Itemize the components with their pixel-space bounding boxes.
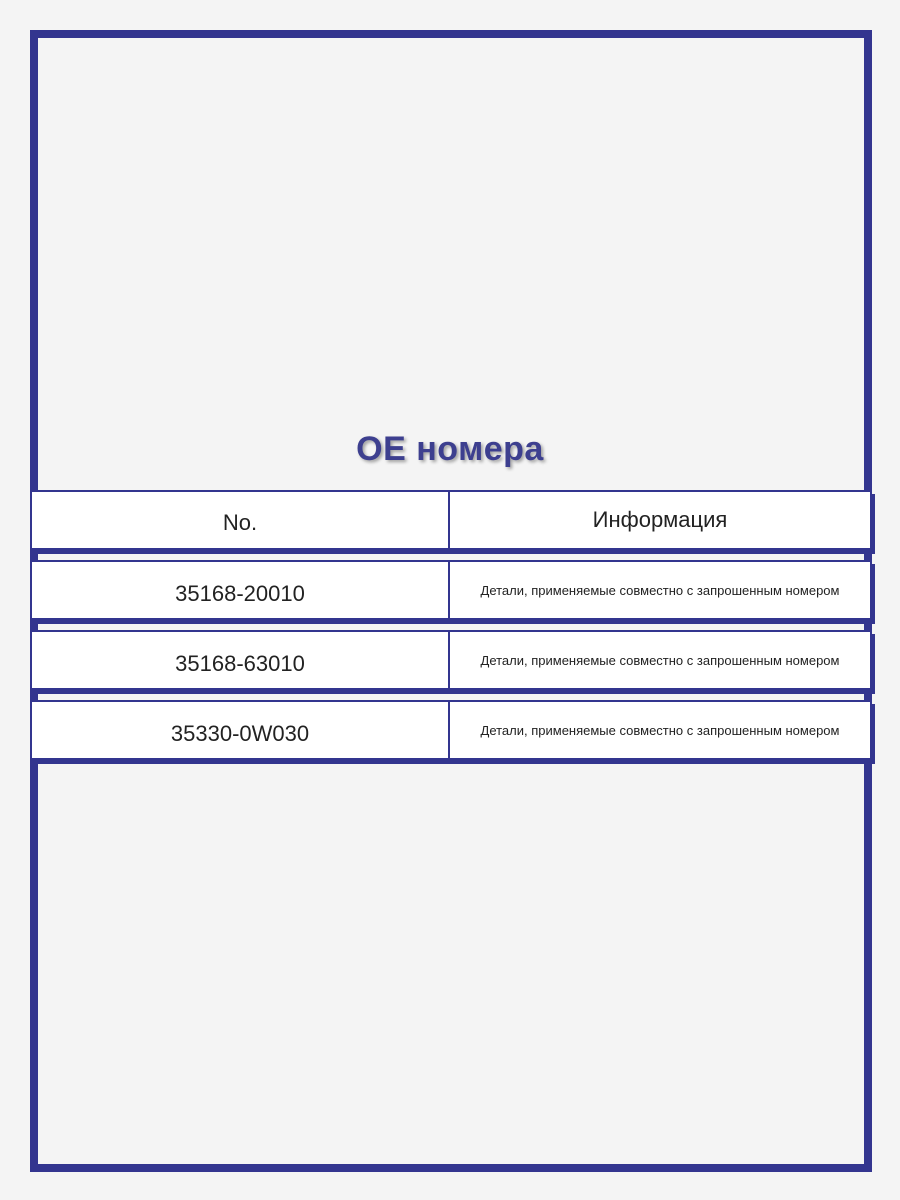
info-cell: Детали, применяемые совместно с запрошенным номером [450, 630, 872, 690]
column-header-no: No. [30, 490, 450, 550]
oe-numbers-table [30, 490, 872, 770]
part-number-cell: 35168-63010 [30, 630, 450, 690]
info-cell: Детали, применяемые совместно с запрошенным номером [450, 700, 872, 760]
part-number-cell: 35330-0W030 [30, 700, 450, 760]
column-header-info: Информация [450, 490, 872, 550]
table-row [30, 630, 872, 690]
part-number-cell: 35168-20010 [30, 560, 450, 620]
table-row [30, 700, 872, 760]
info-cell: Детали, применяемые совместно с запрошенным номером [450, 560, 872, 620]
table-row [30, 560, 872, 620]
table-header-row [30, 490, 872, 550]
page-title: OE номера [356, 430, 544, 468]
